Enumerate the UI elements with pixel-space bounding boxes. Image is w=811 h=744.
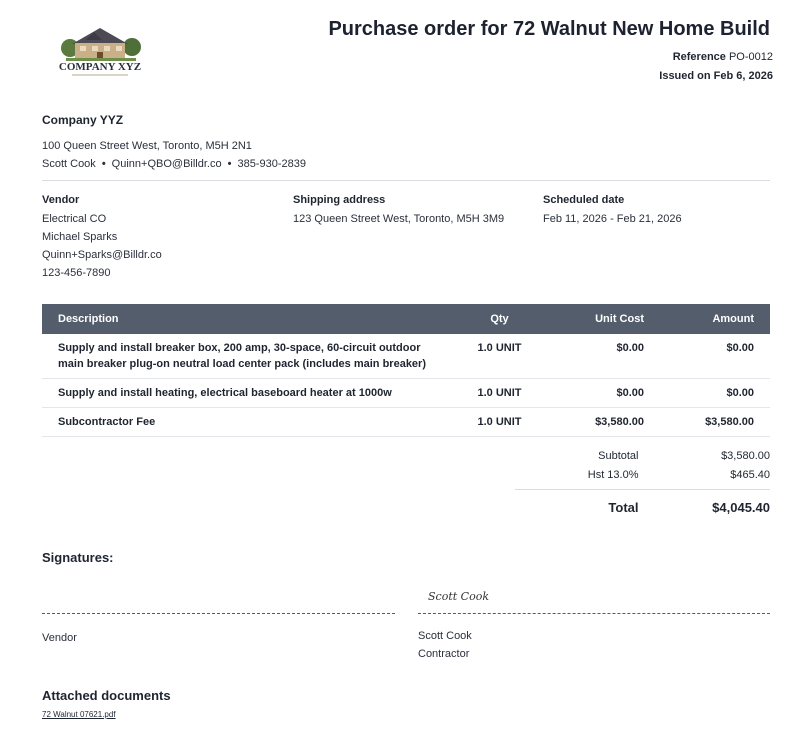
- total-value: $4,045.40: [712, 500, 770, 515]
- line-items-table: [42, 304, 770, 437]
- item-qty: 1.0 UNIT: [457, 408, 542, 437]
- schedule-section: [543, 193, 682, 228]
- total-label: Total: [608, 500, 639, 515]
- schedule-range: Feb 11, 2026 - Feb 21, 2026: [543, 213, 682, 225]
- schedule-heading: Scheduled date: [543, 194, 625, 206]
- header-qty: Qty: [490, 313, 509, 325]
- table-row: [42, 334, 770, 379]
- reference-line: [673, 51, 773, 63]
- reference-label: Reference: [672, 51, 726, 63]
- item-description: Supply and install heating, electrical baseboard heater at 1000w: [42, 379, 457, 408]
- item-description: Subcontractor Fee: [42, 408, 457, 437]
- shipping-heading: Shipping address: [293, 194, 386, 206]
- contractor-role: Contractor: [418, 648, 470, 660]
- item-qty: 1.0 UNIT: [457, 379, 542, 408]
- vendor-phone: 123-456-7890: [42, 267, 111, 279]
- contact-email: Quinn+QBO@Billdr.co: [111, 158, 222, 170]
- tax-row: [515, 466, 770, 485]
- contact-name: Scott Cook: [42, 158, 96, 170]
- table-header-row: [42, 304, 770, 334]
- page-title: Purchase order for 72 Walnut New Home Build: [328, 18, 770, 40]
- header-description: Description: [58, 313, 119, 325]
- separator-dot: •: [227, 158, 232, 170]
- item-amount: $0.00: [660, 379, 770, 408]
- separator-dot: •: [101, 158, 106, 170]
- contractor-name: Scott Cook: [418, 630, 472, 642]
- item-amount: $3,580.00: [660, 408, 770, 437]
- totals-divider: [515, 489, 770, 490]
- vendor-signature-label: Vendor: [42, 632, 77, 644]
- contractor-signature-line: [418, 613, 770, 614]
- vendor-heading: Vendor: [42, 194, 80, 206]
- vendor-email: Quinn+Sparks@Billdr.co: [42, 249, 162, 261]
- company-info: [42, 113, 306, 173]
- attachment-link[interactable]: 72 Walnut 07621.pdf: [42, 710, 116, 719]
- tax-label: Hst 13.0%: [587, 469, 639, 481]
- contractor-signature: Scott Cook: [428, 590, 489, 603]
- subtotal-label: Subtotal: [598, 450, 639, 462]
- tax-value: $465.40: [730, 469, 770, 481]
- table-row: [42, 379, 770, 408]
- item-unit-cost: $0.00: [542, 379, 660, 408]
- shipping-address: 123 Queen Street West, Toronto, M5H 3M9: [293, 213, 505, 225]
- company-address: 100 Queen Street West, Toronto, M5H 2N1: [42, 140, 252, 152]
- item-description: Supply and install breaker box, 200 amp, 30-space, 60-circuit outdoor main breaker plug-on neutral load center pack (includes main breaker): [42, 334, 457, 379]
- logo-text: COMPANY XYZ: [58, 61, 142, 73]
- header-unit-cost: Unit Cost: [595, 313, 644, 325]
- attachments-heading: Attached documents: [42, 688, 171, 703]
- issued-label: Issued on: [659, 70, 711, 82]
- header-amount: Amount: [712, 313, 754, 325]
- company-name: Company YYZ: [42, 113, 124, 127]
- section-divider: [42, 180, 770, 181]
- vendor-signature-line: [42, 613, 395, 614]
- issued-line: [659, 70, 773, 82]
- company-contact-line: [42, 155, 306, 173]
- item-unit-cost: $0.00: [542, 334, 660, 379]
- issued-value: Feb 6, 2026: [713, 70, 773, 82]
- contact-phone: 385-930-2839: [237, 158, 306, 170]
- subtotal-row: [515, 447, 770, 466]
- item-unit-cost: $3,580.00: [542, 408, 660, 437]
- table-row: [42, 408, 770, 437]
- subtotal-value: $3,580.00: [721, 450, 770, 462]
- item-amount: $0.00: [660, 334, 770, 379]
- total-row: [515, 498, 770, 517]
- shipping-section: [293, 193, 504, 228]
- company-logo: [42, 14, 158, 96]
- signatures-heading: Signatures:: [42, 550, 114, 565]
- totals-section: [515, 447, 770, 517]
- item-qty: 1.0 UNIT: [457, 334, 542, 379]
- reference-value: PO-0012: [728, 51, 773, 63]
- vendor-name: Electrical CO: [42, 213, 107, 225]
- vendor-contact: Michael Sparks: [42, 231, 118, 243]
- vendor-section: [42, 193, 162, 282]
